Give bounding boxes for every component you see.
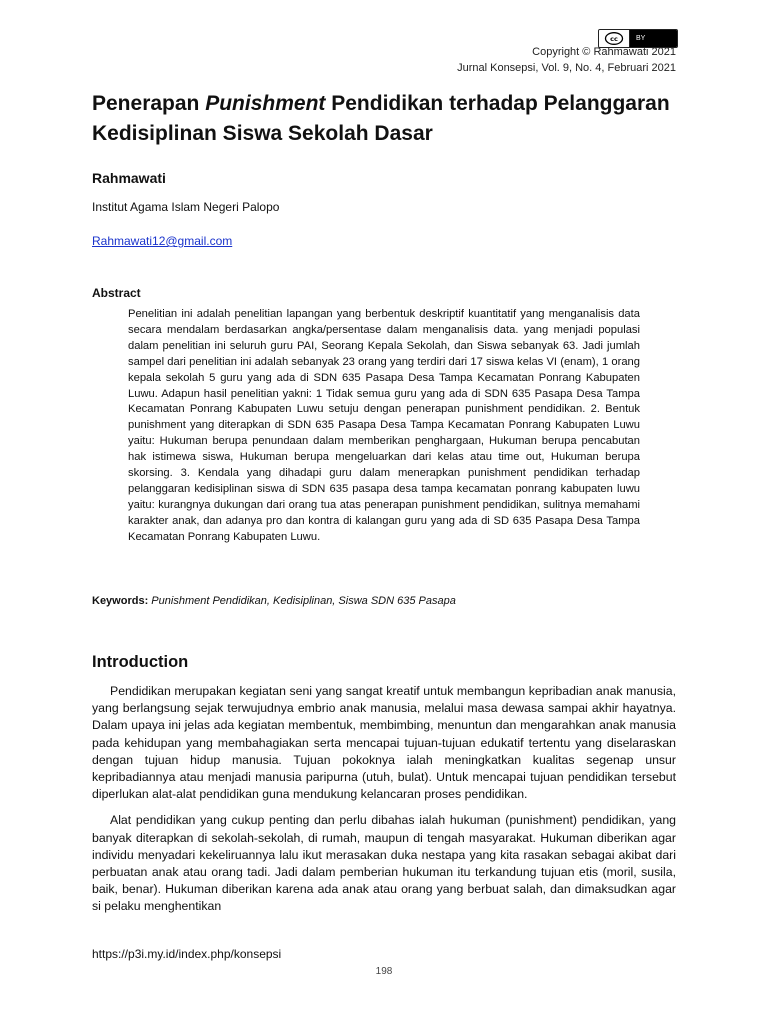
introduction-body [92,683,676,925]
keywords-text: Punishment Pendidikan, Kedisiplinan, Siswa SDN 635 Pasapa [148,595,456,607]
page-number: 198 [375,966,393,977]
abstract-text: Penelitian ini adalah penelitian lapangan yang berbentuk deskriptif kuantitatif yang menganalisis data secara mendalam berdasarkan angka/persentase dalam menganalisis data. yang menjadi populasi dalam penelitian ini seluruh guru PAI, Seorang Kepala Sekolah, dan Siswa sebanyak 63. Jadi jumlah sampel dari penelitian ini adalah sebanyak 23 orang yang terdiri dari 17 siswa kelas VI (enam), 1 orang kepala sekolah 5 guru yang ada di SDN 635 Pasapa Desa Tampa Kecamatan Ponrang Kabupaten Luwu. Adapun hasil penelitian yakni: 1 Tidak semua guru yang ada di SDN 635 Pasapa Desa Tampa Kecamatan Ponrang Kabupaten Luwu setuju dengan penerapan punishment pendidikan. 2. Bentuk punishment yang diterapkan di SDN 635 Pasapa Desa Tampa Kecamatan Ponrang Kabupaten Luwu yaitu: Hukuman berupa penundaan dalam memberikan penghargaan, Hukuman berupa pencabutan hak istimewa siswa, Hukuman berupa mengeluarkan dari kelas atau time out, Hukuman berupa skorsing. 3. Kendala yang dihadapi guru dalam menerapkan punishment pendidikan terhadap pelanggaran kedisiplinan siswa di SDN 635 pasapa desa tampa kecamatan ponrang kabupaten luwu yaitu: kurangnya dukungan dari orang tua atas penerapan punishment pendidikan, sulitnya memahami karakter anak, dan adanya pro dan kontra di kalangan guru yang ada di SD 635 Pasapa Desa Tampa Kecamatan Ponrang Kabupaten Luwu. [128,308,640,543]
cc-by-label: BY [636,35,646,42]
keywords-label: Keywords: [92,595,149,607]
introduction-heading: Introduction [92,653,189,671]
copyright-notice: Copyright © Rahmawati 2021 [532,46,676,58]
introduction-paragraph-2: Alat pendidikan yang cukup penting dan perlu dibahas ialah hukuman (punishment) pendidikan, yang banyak diterapkan di sekolah-sekolah, di rumah, maupun di tengah masyarakat. Hukuman diberikan agar individu menyadari kekeliruannya lalu ikut merasakan duka nestapa yang kita rasakan sebagai akibat dari perbuatan anak atau orang tadi. Jadi dalam pemberian hukuman itu terkandung tujuan etis (moril, susila, baik, benar). Hukuman diberikan karena ada anak atau orang yang berbuat salah, dan dimaksudkan agar si pelaku menghentikan [92,813,676,914]
journal-url-link[interactable]: https://p3i.my.id/index.php/konsepsi [92,947,282,961]
abstract-heading: Abstract [92,286,141,300]
author-affiliation: Institut Agama Islam Negeri Palopo [92,200,280,214]
title-italic-word: Punishment [205,92,326,115]
journal-citation: Jurnal Konsepsi, Vol. 9, No. 4, Februari 2021 [457,62,676,74]
title-part-1: Penerapan [92,92,206,115]
author-name: Rahmawati [92,170,166,186]
title-part-2: Pendidikan terhadap Pelanggaran Kedisiplinan Siswa Sekolah Dasar [92,92,670,145]
journal-header [457,44,676,76]
introduction-paragraph-1: Pendidikan merupakan kegiatan seni yang sangat kreatif untuk membangun kepribadian anak manusia, yang berlangsung sejak terwujudnya embrio anak manusia, melalui masa dewasa sampai akhir hayatnya. Dalam upaya ini jelas ada kegiatan membentuk, membimbing, menuntun dan mengarahkan anak manusia pada kehidupan yang membahagiakan serta mencapai tujuan-tujuan edukatif tertentu yang diselaraskan dengan tujuan hidup manusia. Tujuan pokoknya ialah meningkatkan kualitas segenap unsur kepribadiannya atau menjadi manusia paripurna (utuh, bulat). Untuk mencapai tujuan pendidikan tersebut diperlukan alat-alat pendidikan guna mendukung kelancaran proses pendidikan. [92,684,676,802]
author-email-link[interactable]: Rahmawati12@gmail.com [92,234,233,248]
keywords-line [92,595,676,607]
article-title [92,89,682,149]
svg-text:cc: cc [610,35,618,43]
